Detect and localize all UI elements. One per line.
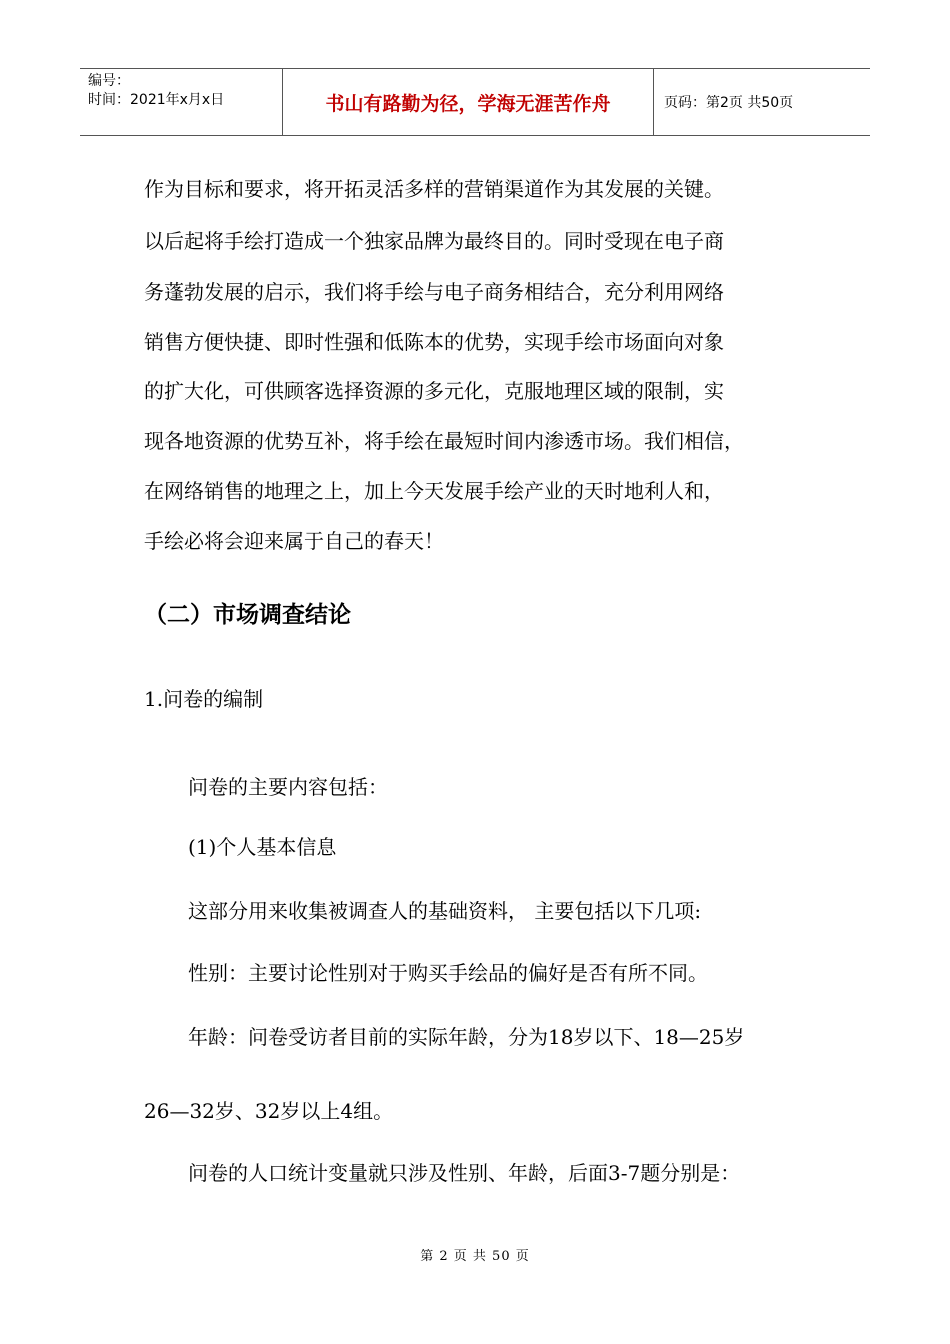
item-line-3: 这部分用来收集被调查人的基础资料， 主要包括以下几项: (188, 899, 702, 923)
paragraph-line-6: 现各地资源的优势互补，将手绘在最短时间内渗透市场。我们相信， (144, 429, 744, 453)
header-meta (80, 69, 282, 135)
document-date-label: 时间：2021年x月x日 (88, 92, 225, 108)
page-header (80, 68, 870, 136)
header-motto: 书山有路勤为径，学海无涯苦作舟 (282, 69, 654, 135)
header-page-number: 页码：第2页 共50页 (664, 95, 794, 111)
paragraph-line-2: 以后起将手绘打造成一个独家品牌为最终目的。同时受现在电子商 (144, 229, 724, 253)
paragraph-line-7: 在网络销售的地理之上，加上今天发展手绘产业的天时地利人和， (144, 479, 724, 503)
item-line-2: (1)个人基本信息 (188, 835, 337, 859)
paragraph-line-4: 销售方便快捷、即时性强和低陈本的优势，实现手绘市场面向对象 (144, 330, 724, 354)
document-number-label: 编号： (88, 73, 130, 89)
item-line-4: 性别：主要讨论性别对于购买手绘品的偏好是否有所不同。 (188, 961, 708, 985)
item-line-6: 问卷的人口统计变量就只涉及性别、年龄，后面3-7题分别是： (188, 1161, 741, 1185)
paragraph-line-8: 手绘必将会迎来属于自己的春天！ (144, 529, 444, 553)
page-footer: 第 2 页 共 50 页 (420, 1249, 530, 1264)
item-line-5: 年龄：问卷受访者目前的实际年龄，分为18岁以下、18—25岁 (188, 1025, 745, 1049)
continuation-line: 26—32岁、32岁以上4组。 (144, 1099, 394, 1123)
subheading: 1.问卷的编制 (144, 687, 264, 711)
paragraph-line-3: 务蓬勃发展的启示，我们将手绘与电子商务相结合，充分利用网络 (144, 280, 724, 304)
item-line-1: 问卷的主要内容包括： (188, 775, 388, 799)
section-heading: （二）市场调查结论 (144, 602, 351, 628)
paragraph-line-1: 作为目标和要求，将开拓灵活多样的营销渠道作为其发展的关键。 (144, 177, 724, 201)
paragraph-line-5: 的扩大化，可供顾客选择资源的多元化，克服地理区域的限制，实 (144, 379, 724, 403)
